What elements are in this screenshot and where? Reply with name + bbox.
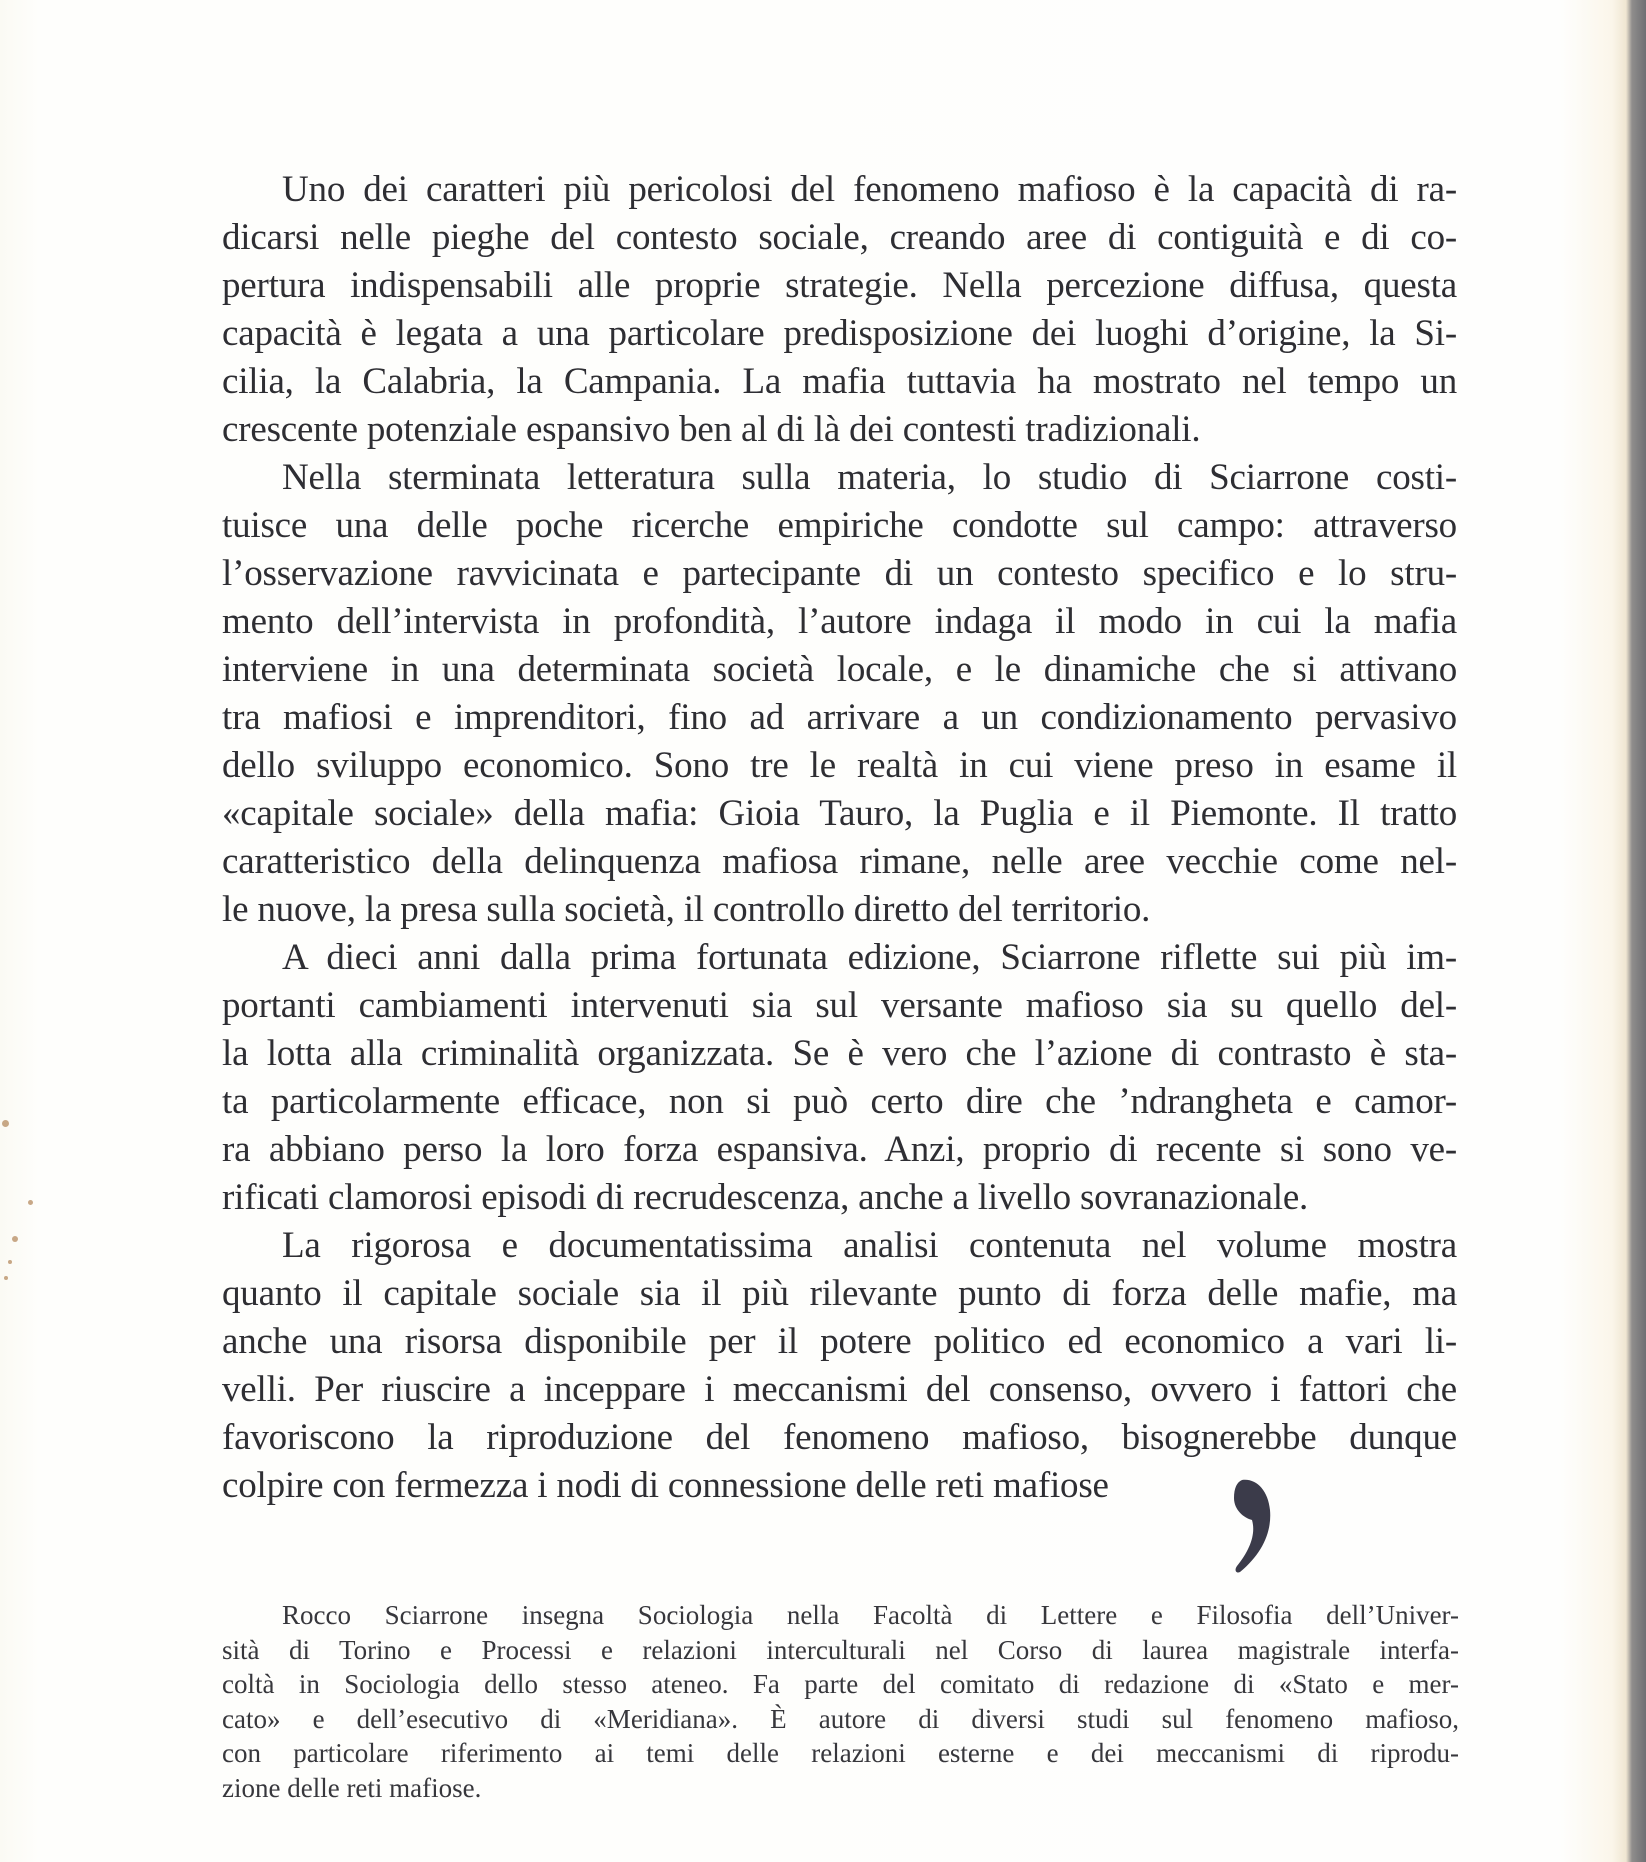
text-line: cilia, la Calabria, la Campania. La mafia tuttavia ha mostrato nel tempo un	[222, 361, 1457, 402]
blurb-paragraph	[222, 1222, 1457, 1510]
text-line: anche una risorsa disponibile per il potere politico ed economico a vari li-	[222, 1321, 1457, 1362]
text-line: mento dell’intervista in profondità, l’autore indaga il modo in cui la mafia	[222, 601, 1457, 642]
text-line: crescente potenziale espansivo ben al di là dei contesti tradizionali.	[222, 409, 1201, 450]
text-line: dello sviluppo economico. Sono tre le realtà in cui viene preso in esame il	[222, 745, 1457, 786]
text-line: capacità è legata a una particolare predisposizione dei luoghi d’origine, la Si-	[222, 313, 1457, 354]
text-line: Uno dei caratteri più pericolosi del fenomeno mafioso è la capacità di ra-	[282, 169, 1457, 210]
text-line: «capitale sociale» della mafia: Gioia Tauro, la Puglia e il Piemonte. Il tratto	[222, 793, 1457, 834]
text-line: tuisce una delle poche ricerche empiriche condotte sul campo: attraverso	[222, 505, 1457, 546]
text-line: caratteristico della delinquenza mafiosa rimane, nelle aree vecchie come nel-	[222, 841, 1457, 882]
text-line: l’osservazione ravvicinata e partecipante di un contesto specifico e lo stru-	[222, 553, 1457, 594]
text-line: A dieci anni dalla prima fortunata edizione, Sciarrone riflette sui più im-	[282, 937, 1457, 978]
blurb-paragraph	[222, 934, 1457, 1222]
cover-blurb	[222, 166, 1457, 1510]
text-line: colpire con fermezza i nodi di connessione delle reti mafiose	[222, 1465, 1109, 1506]
text-line: pertura indispensabili alle proprie strategie. Nella percezione diffusa, questa	[222, 265, 1457, 306]
text-line: favoriscono la riproduzione del fenomeno mafioso, bisognerebbe dunque	[222, 1417, 1457, 1458]
author-bio	[222, 1598, 1459, 1805]
bio-line: zione delle reti mafiose.	[222, 1772, 482, 1803]
text-line: ta particolarmente efficace, non si può certo dire che ’ndrangheta e camor-	[222, 1081, 1457, 1122]
comma-mark-icon	[1222, 1476, 1282, 1576]
blurb-paragraph	[222, 454, 1457, 934]
text-line: rificati clamorosi episodi di recrudescenza, anche a livello sovranazionale.	[222, 1177, 1309, 1218]
bio-line: Rocco Sciarrone insegna Sociologia nella Facoltà di Lettere e Filosofia dell’Univer-	[282, 1600, 1459, 1630]
bio-line: con particolare riferimento ai temi delle relazioni esterne e dei meccanismi di riprodu-	[222, 1738, 1459, 1768]
text-line: la lotta alla criminalità organizzata. Se è vero che l’azione di contrasto è sta-	[222, 1033, 1457, 1074]
text-line: dicarsi nelle pieghe del contesto sociale, creando aree di contiguità e di co-	[222, 217, 1457, 258]
text-line: interviene in una determinata società locale, e le dinamiche che si attivano	[222, 649, 1457, 690]
text-line: ra abbiano perso la loro forza espansiva. Anzi, proprio di recente si sono ve-	[222, 1129, 1457, 1170]
text-line: portanti cambiamenti intervenuti sia sul versante mafioso sia su quello del-	[222, 985, 1457, 1026]
blurb-paragraph	[222, 166, 1457, 454]
text-line: Nella sterminata letteratura sulla materia, lo studio di Sciarrone costi-	[282, 457, 1457, 498]
bio-line: sità di Torino e Processi e relazioni interculturali nel Corso di laurea magistrale interfa-	[222, 1634, 1459, 1665]
text-line: La rigorosa e documentatissima analisi contenuta nel volume mostra	[282, 1225, 1457, 1266]
bio-line: cato» e dell’esecutivo di «Meridiana». È autore di diversi studi sul fenomeno mafioso,	[222, 1703, 1459, 1734]
text-line: quanto il capitale sociale sia il più rilevante punto di forza delle mafie, ma	[222, 1273, 1457, 1314]
text-line: tra mafiosi e imprenditori, fino ad arrivare a un condizionamento pervasivo	[222, 697, 1457, 738]
text-line: velli. Per riuscire a inceppare i meccanismi del consenso, ovvero i fattori che	[222, 1369, 1457, 1410]
bio-line: coltà in Sociologia dello stesso ateneo. Fa parte del comitato di redazione di «Stato e mer-	[222, 1669, 1459, 1699]
text-line: le nuove, la presa sulla società, il controllo diretto del territorio.	[222, 889, 1151, 930]
